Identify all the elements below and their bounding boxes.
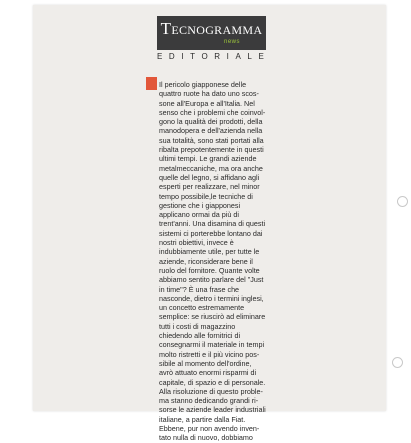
article-line: gestione che i giapponesi bbox=[159, 200, 241, 210]
article-line: aziende, riconsiderare bene il bbox=[159, 256, 253, 266]
article-body bbox=[159, 80, 274, 443]
article-line: tutti i costi di magazzino bbox=[159, 321, 236, 331]
article-line: avrò attuato enormi risparmi di bbox=[159, 368, 257, 378]
article-line: sistemi ci porterebbe lontano dai bbox=[159, 228, 263, 238]
article-line: ruolo del fornitore. Quante volte bbox=[159, 265, 260, 275]
article-line: capitale, di spazio e di personale. bbox=[159, 377, 266, 387]
article-line: molto ristretti e il più vicino pos- bbox=[159, 349, 260, 359]
article-line: sibile al momento dell'ordine, bbox=[159, 358, 252, 368]
paragraph-marker bbox=[146, 77, 157, 90]
article-line: in time"? È una frase che bbox=[159, 284, 240, 294]
article-line: Il pericolo giapponese delle bbox=[159, 80, 247, 89]
article-line: quattro ruote ha dato uno scos- bbox=[159, 89, 259, 99]
article-line: semplice: se riuscirò ad eliminare bbox=[159, 312, 266, 322]
article-line: tempo possibile,le tecniche di bbox=[159, 191, 253, 201]
article-line: tato nulla di nuovo, dobbiamo bbox=[159, 433, 253, 443]
article-line: consegnarmi il materiale in tempi bbox=[159, 340, 265, 350]
article-line: nasconde, dietro i termini inglesi, bbox=[159, 293, 264, 303]
article-line: quelle del legno, si affidano agli bbox=[159, 172, 260, 182]
article-line: senso che i problemi che coinvol- bbox=[159, 107, 266, 117]
article-line: sone all'Europa e all'Italia. Nel bbox=[159, 98, 255, 108]
tecnogramma-logo bbox=[157, 16, 266, 50]
article-line: esperti per realizzare, nel minor bbox=[159, 182, 260, 192]
article-line: chiedendo alle fornitrici di bbox=[159, 331, 241, 341]
article-line: gono la qualità dei prodotti, della bbox=[159, 117, 263, 127]
article-line: manodopera e dell'azienda nella bbox=[159, 126, 263, 136]
article-line: ribalta prepotentemente in questi bbox=[159, 145, 264, 155]
article-line: ma stanno dedicando grandi ri- bbox=[159, 396, 259, 406]
article-line: Ebbene, pur non avendo inven- bbox=[159, 423, 260, 433]
binder-hole-bottom bbox=[392, 357, 403, 368]
article-line: sua totalità, sono stati portati alla bbox=[159, 135, 264, 145]
article-line: applicano ormai da più di bbox=[159, 210, 239, 220]
article-line: sorse le aziende leader industriali bbox=[159, 405, 266, 415]
article-line: nostri obiettivi, invece è bbox=[159, 238, 234, 248]
magazine-page bbox=[33, 5, 386, 443]
article-line: Alla risoluzione di questo proble- bbox=[159, 386, 263, 396]
article-line: abbiamo sentito parlare del "Just bbox=[159, 275, 264, 285]
logo-title: Tecnogramma bbox=[160, 19, 263, 38]
article-line: italiane, a partire dalla Fiat. bbox=[159, 414, 246, 424]
article-line: un concetto estremamente bbox=[159, 303, 245, 313]
binder-hole-top bbox=[397, 196, 408, 207]
section-heading: EDITORIALE bbox=[157, 52, 271, 61]
article-line: ultimi tempi. Le grandi aziende bbox=[159, 154, 257, 164]
article-line: metalmeccaniche, ma ora anche bbox=[159, 163, 263, 173]
article-line: trent'anni. Una disamina di questi bbox=[159, 219, 266, 229]
article-line: indubbiamente utile, per tutte le bbox=[159, 247, 260, 257]
logo-subtitle: news bbox=[223, 39, 240, 45]
